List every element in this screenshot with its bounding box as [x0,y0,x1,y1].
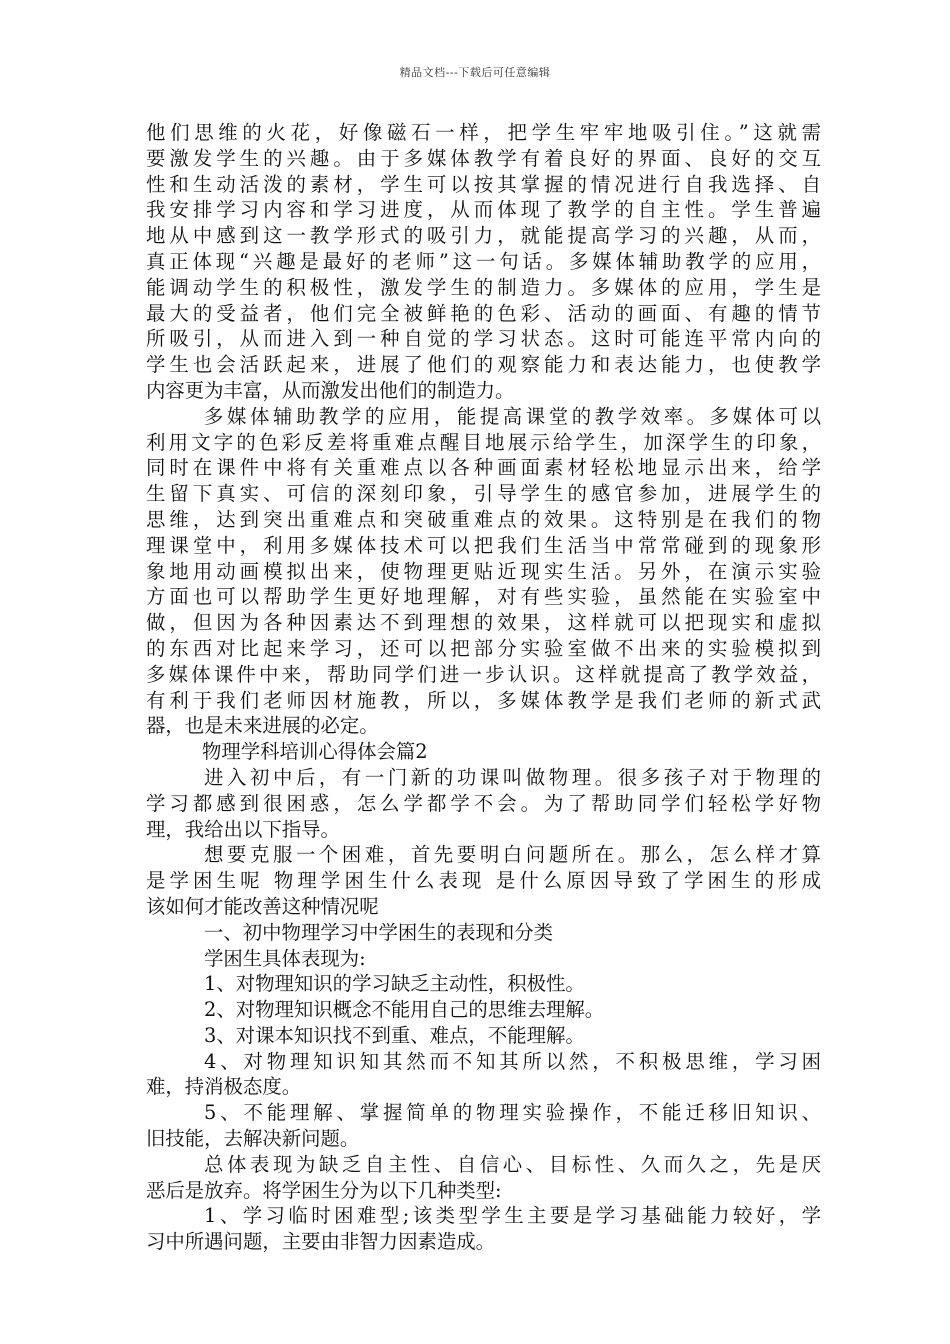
text-line: 利用文字的色彩反差将重难点醒目地展示给学生，加深学生的印象， [146,430,821,454]
text-line: 生留下真实、可信的深刻印象，引导学生的感官参加，进展学生的 [146,482,821,506]
text-line: 3、对课本知识找不到重、难点，不能理解。 [204,1023,585,1047]
text-line: 思维，达到突出重难点和突破重难点的效果。这特别是在我们的物 [146,507,821,531]
text-line: 想要克服一个困难，首先要明白问题所在。那么，怎么样才算 [204,843,821,867]
text-line: 多媒体课件中来，帮助同学们进一步认识。这样就提高了教学效益， [146,662,821,686]
text-line: 做，但因为各种因素达不到理想的效果，这样就可以把现实和虚拟 [146,611,821,635]
text-line: 真正体现“兴趣是最好的老师”这一句话。多媒体辅助教学的应用， [146,249,821,273]
text-line: 一、初中物理学习中学困生的表现和分类 [204,920,554,944]
text-line: 物理学科培训心得体会篇2 [202,740,428,764]
text-line: 同时在课件中将有关重难点以各种画面素材轻松地显示出来，给学 [146,456,821,480]
text-line: 性和生动活泼的素材，学生可以按其掌握的情况进行自我选择、自 [146,172,821,196]
text-line: 理课堂中，利用多媒体技术可以把我们生活当中常常碰到的现象形 [146,533,821,557]
text-line: 进入初中后，有一门新的功课叫做物理。很多孩子对于物理的 [204,765,821,789]
text-line: 器，也是未来进展的必定。 [146,714,379,738]
text-line: 难，持消极态度。 [146,1075,302,1099]
text-line: 4、对物理知识知其然而不知其所以然，不积极思维，学习困 [204,1049,821,1073]
text-line: 学困生具体表现为: [204,946,366,970]
text-line: 1、学习临时困难型;该类型学生主要是学习基础能力较好，学 [204,1204,821,1228]
text-line: 所吸引，从而进入到一种自觉的学习状态。这时可能连平常内向的 [146,327,821,351]
text-line: 多媒体辅助教学的应用，能提高课堂的教学效率。多媒体可以 [204,404,821,428]
text-line: 学习都感到很困惑，怎么学都学不会。为了帮助同学们轻松学好物 [146,791,821,815]
text-line: 理，我给出以下指导。 [146,817,340,841]
text-line: 要激发学生的兴趣。由于多媒体教学有着良好的界面、良好的交互 [146,146,821,170]
text-line: 我安排学习内容和学习进度，从而体现了教学的自主性。学生普遍 [146,198,821,222]
text-line: 习中所遇问题，主要由非智力因素造成。 [146,1230,496,1254]
text-line: 方面也可以帮助学生更好地理解，对有些实验，虽然能在实验室中 [146,585,821,609]
text-line: 能调动学生的积极性，激发学生的制造力。多媒体的应用，学生是 [146,275,821,299]
text-line: 总体表现为缺乏自主性、自信心、目标性、久而久之，先是厌 [204,1152,821,1176]
text-line: 学生也会活跃起来，进展了他们的观察能力和表达能力，也使教学 [146,353,821,377]
text-line: 旧技能，去解决新问题。 [146,1127,360,1151]
text-line: 内容更为丰富，从而激发出他们的制造力。 [146,378,515,402]
text-line: 2、对物理知识概念不能用自己的思维去理解。 [204,998,605,1022]
text-line: 恶后是放弃。将学困生分为以下几种类型: [146,1178,502,1202]
text-line: 1、对物理知识的学习缺乏主动性，积极性。 [204,972,585,996]
body-text [146,120,821,1255]
text-line: 5、不能理解、掌握简单的物理实验操作，不能迁移旧知识、 [204,1101,821,1125]
text-line: 地从中感到这一教学形式的吸引力，就能提高学习的兴趣，从而， [146,224,821,248]
text-line: 有利于我们老师因材施教，所以，多媒体教学是我们老师的新式武 [146,688,821,712]
text-line: 该如何才能改善这种情况呢 [146,894,379,918]
text-line: 最大的受益者，他们完全被鲜艳的色彩、活动的画面、有趣的情节 [146,301,821,325]
page-header: 精品文档---下载后可任意编辑 [399,66,551,79]
text-line: 他们思维的火花，好像磁石一样，把学生牢牢地吸引住。”这就需 [146,121,821,144]
text-line: 象地用动画模拟出来，使物理更贴近现实生活。另外，在演示实验 [146,559,821,583]
text-line: 的东西对比起来学习，还可以把部分实验室做不出来的实验模拟到 [146,636,821,660]
text-line: 是学困生呢 物理学困生什么表现 是什么原因导致了学困生的形成 [146,869,821,893]
